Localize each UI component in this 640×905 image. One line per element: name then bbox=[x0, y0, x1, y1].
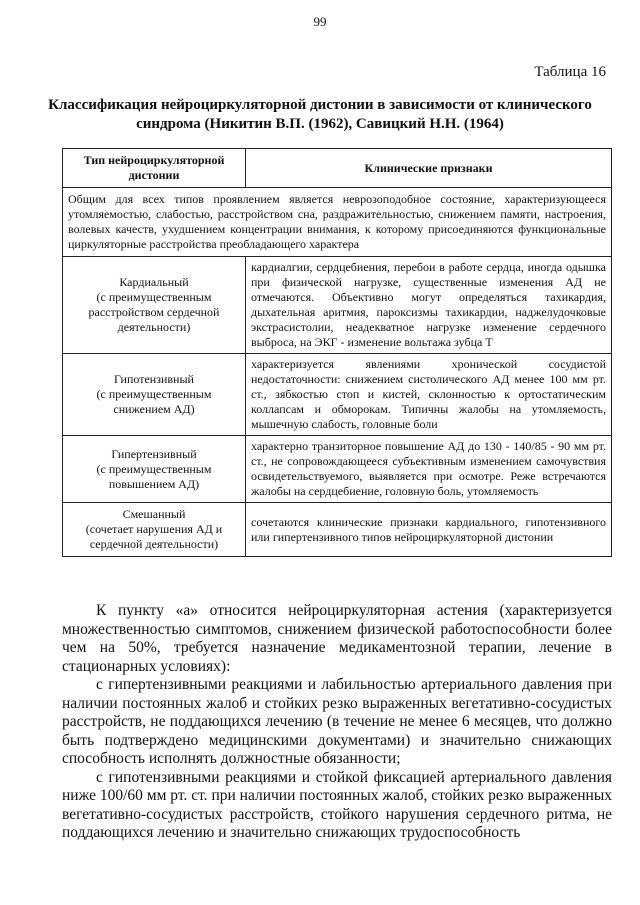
type-name: Смешанный bbox=[122, 507, 186, 521]
table-row bbox=[63, 436, 612, 503]
page-number: 99 bbox=[313, 14, 327, 29]
common-row bbox=[63, 188, 612, 257]
paragraph: с гипотензивными реакциями и стойкой фиксацией артериального давления ниже 100/60 мм рт. ст. при наличии постоянных жалоб, стойких резко выраженных вегетативно-сосудистых расстройств, стойкого нарушения сердечного ритма, не поддающихся лечению и значительно снижающих трудоспособность bbox=[62, 768, 612, 841]
type-subtype: (с преимущественным расстройством сердечной деятельности) bbox=[88, 290, 220, 334]
type-cell bbox=[63, 354, 246, 436]
classification-table bbox=[62, 148, 612, 557]
paragraph: с гипертензивными реакциями и лабильностью артериального давления при наличии постоянных жалоб и стойких резко выраженных вегетативно-сосудистых расстройств, не поддающихся лечению (в течение не менее 6 месяцев, что должно быть подтверждено медицинскими документами) и значительно снижающих способность исполнять должностные обязанности; bbox=[62, 676, 612, 767]
table-label: Таблица 16 bbox=[534, 64, 606, 80]
paragraph: К пункту «а» относится нейроциркуляторная астения (характеризуется множественностью симптомов, снижением физической работоспособности более чем на 50%, требуется назначение медикаментозной терапии, лечение в стационарных условиях): bbox=[62, 602, 612, 675]
type-subtype: (с преимущественным повышением АД) bbox=[96, 461, 212, 491]
signs-cell: характеризуется явлениями хронической сосудистой недостаточности: снижением систолического АД менее 100 мм рт. ст., зябкостью стоп и кистей, склонностью к ортостатическим коллапсам и обморокам. Типичны жалобы на утомляемость, мышечную слабость, головные боли bbox=[246, 354, 612, 436]
type-subtype: (сочетает нарушения АД и сердечной деятельности) bbox=[85, 522, 223, 551]
signs-cell: сочетаются клинические признаки кардиального, гипотензивного или гипертензивного типов нейроциркуляторной дистонии bbox=[246, 503, 612, 557]
type-name: Гипотензивный bbox=[114, 372, 194, 386]
type-cell bbox=[63, 436, 246, 503]
main-text bbox=[62, 602, 612, 843]
type-cell bbox=[63, 503, 246, 557]
type-name: Гипертензивный bbox=[111, 446, 197, 461]
type-cell bbox=[63, 257, 246, 354]
type-name: Кардиальный bbox=[119, 275, 189, 289]
header-signs: Клинические признаки bbox=[246, 149, 612, 188]
header-type: Тип нейроциркуляторной дистонии bbox=[63, 149, 246, 188]
table-header-row bbox=[63, 149, 612, 188]
signs-cell: кардиалгии, сердцебиения, перебои в работе сердца, иногда одышка при физической нагрузке, существенные изменения АД не отмечаются. Объективно могут определяться тахикардия, дыхательная аритмия, пароксизмы тахикардии, наджелудочковые экстрасистолии, неадекватное нагрузке изменение сердечного выброса, на ЭКГ - изменение вольтажа зубца Т bbox=[246, 257, 612, 354]
table-row bbox=[63, 257, 612, 354]
table-title: Классификация нейроциркуляторной дистонии в зависимости от клинического синдрома (Никитин В.П. (1962), Савицкий Н.Н. (1964) bbox=[48, 97, 592, 132]
type-subtype: (с преимущественным снижением АД) bbox=[96, 387, 212, 416]
table-row bbox=[63, 354, 612, 436]
table-row bbox=[63, 503, 612, 557]
common-row-text: Общим для всех типов проявлением является неврозоподобное состояние, характеризующееся утомляемостью, слабостью, расстройством сна, раздражительностью, снижением памяти, настроения, волевых качеств, ухудшением концентрации внимания, к которому присоединяются функциональные циркуляторные расстройства преобладающего характера bbox=[63, 188, 612, 257]
signs-cell: характерно транзиторное повышение АД до 130 - 140/85 - 90 мм рт. ст., не сопровождающееся субъективным изменением самочувствия освидетельствуемого, выявляется при осмотре. Реже встречаются жалобы на сердцебиение, головную боль, утомляемость bbox=[246, 436, 612, 503]
